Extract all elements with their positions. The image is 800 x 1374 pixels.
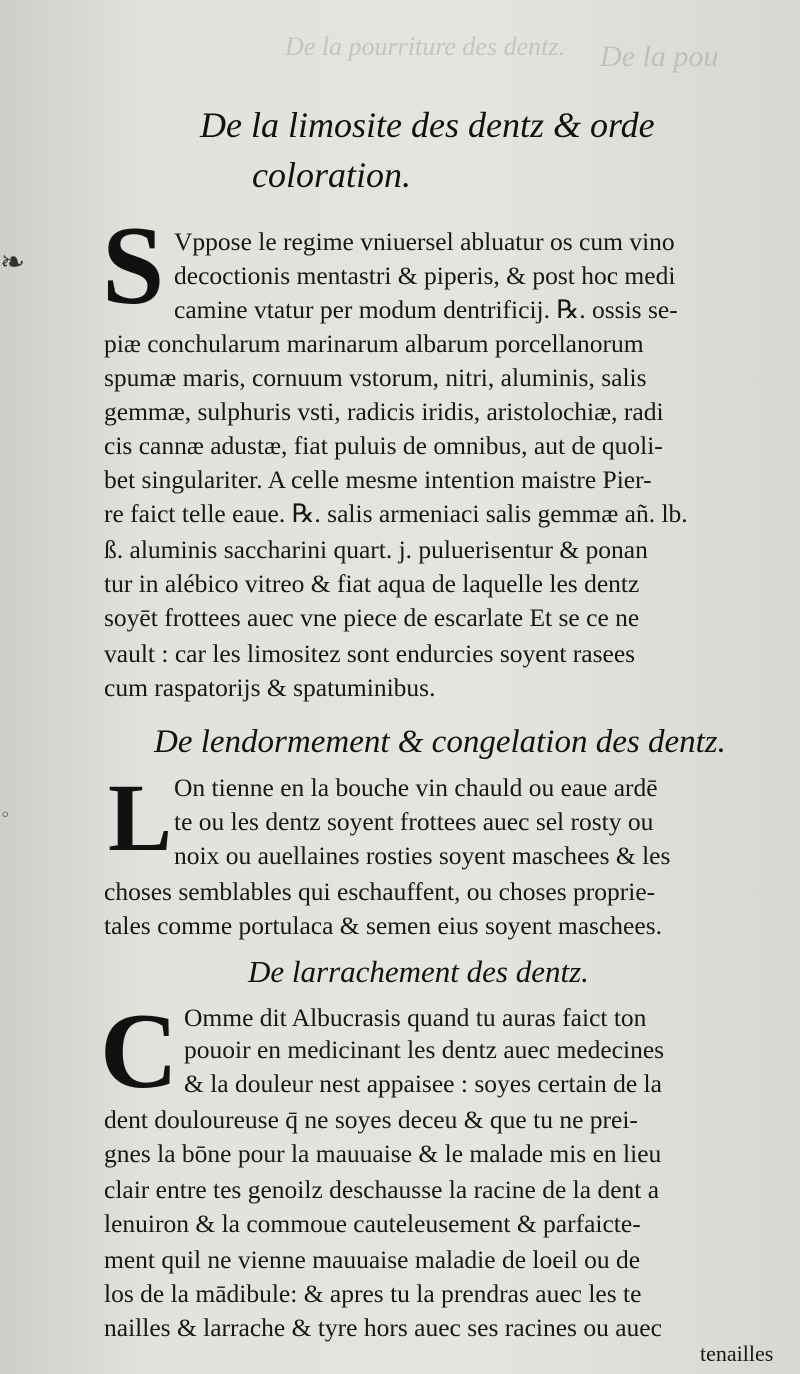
margin-ornament: ◦ xyxy=(0,805,11,826)
text-line: tales comme portulaca & semen eius soyent maschees. xyxy=(104,911,662,940)
text-line: vault : car les limositez sont endurcies soyent rasees xyxy=(104,639,636,668)
text-line: camine vtatur per modum dentrificij. ℞. ossis se- xyxy=(174,295,678,324)
text-line: decoctionis mentastri & piperis, & post hoc medi xyxy=(174,261,676,290)
drop-cap: S xyxy=(102,204,165,328)
margin-ornament: ❧ xyxy=(0,245,26,280)
text-line: cis cannæ adustæ, fiat puluis de omnibus, aut de quoli- xyxy=(104,431,663,460)
text-line: te ou les dentz soyent frottees auec sel rosty ou xyxy=(174,807,654,836)
text-line: los de la mādibule: & apres tu la prendras auec les te xyxy=(104,1279,642,1308)
section-heading: De larrachement des dentz. xyxy=(248,954,589,989)
text-line: lenuiron & la commoue cauteleusement & parfaicte- xyxy=(104,1209,641,1238)
text-line: bet singulariter. A celle mesme intention maistre Pier- xyxy=(104,465,652,494)
text-line: piæ conchularum marinarum albarum porcellanorum xyxy=(104,329,644,358)
text-line: cum raspatorijs & spatuminibus. xyxy=(104,673,436,702)
drop-cap: C xyxy=(100,992,178,1111)
text-line: tur in alébico vitreo & fiat aqua de laquelle les dentz xyxy=(104,569,640,598)
text-line: & la douleur nest appaisee : soyes certain de la xyxy=(184,1069,662,1098)
text-line: gnes la bōne pour la mauuaise & le malade mis en lieu xyxy=(104,1139,662,1168)
text-line: soyēt frottees auec vne piece de escarlate Et se ce ne xyxy=(104,603,640,632)
text-line: spumæ maris, cornuum vstorum, nitri, aluminis, salis xyxy=(104,363,647,392)
text-line: nailles & larrache & tyre hors auec ses racines ou auec xyxy=(104,1313,662,1342)
text-line: choses semblables qui eschauffent, ou choses proprie- xyxy=(104,877,656,906)
text-line: pouoir en medicinant les dentz auec medecines xyxy=(184,1035,665,1064)
catchword: tenailles xyxy=(700,1341,774,1366)
section-heading: De la limosite des dentz & orde xyxy=(200,105,655,145)
drop-cap: L xyxy=(108,764,173,871)
text-line: ment quil ne vienne mauuaise maladie de loeil ou de xyxy=(104,1245,641,1274)
text-line: On tienne en la bouche vin chauld ou eaue ardē xyxy=(174,773,658,802)
text-line: dent douloureuse q̄ ne soyes deceu & que tu ne prei- xyxy=(104,1105,638,1134)
show-through-text: De la pourriture des dentz. xyxy=(285,32,565,61)
text-line: gemmæ, sulphuris vsti, radicis iridis, aristolochiæ, radi xyxy=(104,397,664,426)
text-line: ß. aluminis saccharini quart. j. puluerisentur & ponan xyxy=(104,535,648,564)
text-line: clair entre tes genoilz deschausse la racine de la dent a xyxy=(104,1175,660,1204)
text-line: Omme dit Albucrasis quand tu auras faict ton xyxy=(184,1003,647,1032)
section-heading: De lendormement & congelation des dentz. xyxy=(154,724,726,760)
text-line: Vppose le regime vniuersel abluatur os cum vino xyxy=(174,227,675,256)
text-line: re faict telle eaue. ℞. salis armeniaci salis gemmæ añ. lb. xyxy=(104,499,688,528)
section-heading-continued: coloration. xyxy=(252,155,411,195)
show-through-text: De la pou xyxy=(600,40,719,73)
text-line: noix ou auellaines rosties soyent maschees & les xyxy=(174,841,671,870)
